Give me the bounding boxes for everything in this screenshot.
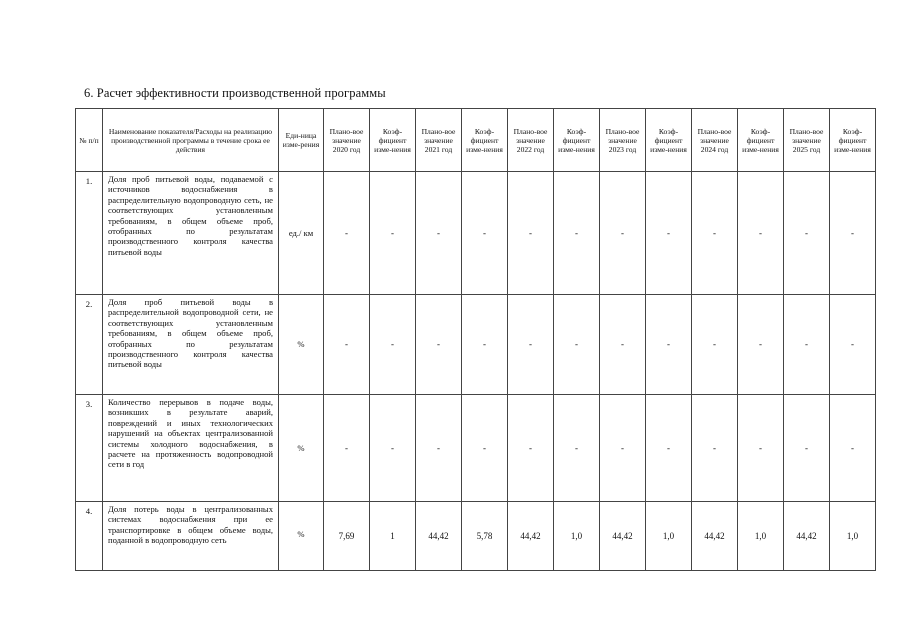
header-unit: Еди-ница изме-рения [279, 109, 324, 172]
value-cell: - [508, 172, 554, 295]
header-plan-2021: Плано-вое значение 2021 год [416, 109, 462, 172]
value-cell: - [416, 172, 462, 295]
table-row [76, 395, 876, 502]
value-cell: - [692, 295, 738, 395]
header-num: № п/п [76, 109, 103, 172]
value-cell: 44,42 [692, 502, 738, 571]
value-cell: 1,0 [646, 502, 692, 571]
value-cell: - [370, 172, 416, 295]
value-cell: - [738, 395, 784, 502]
value-cell: 44,42 [508, 502, 554, 571]
table-row [76, 502, 876, 571]
section-title: 6. Расчет эффективности производственной программы [84, 86, 386, 100]
value-cell: 44,42 [416, 502, 462, 571]
unit-cell: % [279, 295, 324, 395]
value-cell: - [508, 295, 554, 395]
header-plan-2024: Плано-вое значение 2024 год [692, 109, 738, 172]
value-cell: - [324, 395, 370, 502]
efficiency-table [75, 108, 876, 571]
row-number: 4. [76, 502, 103, 571]
row-number: 2. [76, 295, 103, 395]
value-cell: - [416, 295, 462, 395]
indicator-name: Доля проб питьевой воды, подаваемой с источников водоснабжения в распределительную водопроводную сеть, не соответствующих установленным требованиям, в общем объеме проб, отобранных по результатам производственного контроля качества питьевой воды [103, 172, 279, 295]
value-cell: - [784, 172, 830, 295]
value-cell: 1,0 [554, 502, 600, 571]
value-cell: - [830, 295, 876, 395]
value-cell: - [646, 172, 692, 295]
value-cell: - [646, 395, 692, 502]
unit-cell: ед./ км [279, 172, 324, 295]
header-coef: Коэф-фициент изме-нения [646, 109, 692, 172]
value-cell: 44,42 [784, 502, 830, 571]
header-coef: Коэф-фициент изме-нения [830, 109, 876, 172]
value-cell: - [600, 172, 646, 295]
value-cell: - [554, 172, 600, 295]
unit-cell: % [279, 395, 324, 502]
header-plan-2023: Плано-вое значение 2023 год [600, 109, 646, 172]
value-cell: - [462, 395, 508, 502]
header-coef: Коэф-фициент изме-нения [370, 109, 416, 172]
indicator-name: Доля потерь воды в централизованных системах водоснабжения при ее транспортировке в общем объеме воды, поданной в водопроводную сеть [103, 502, 279, 571]
value-cell: - [830, 395, 876, 502]
value-cell: - [692, 395, 738, 502]
value-cell: 5,78 [462, 502, 508, 571]
header-coef: Коэф-фициент изме-нения [462, 109, 508, 172]
value-cell: - [462, 295, 508, 395]
value-cell: - [692, 172, 738, 295]
header-name: Наименование показателя/Расходы на реализацию производственной программы в течение срока ее действия [103, 109, 279, 172]
value-cell: - [738, 172, 784, 295]
value-cell: 1 [370, 502, 416, 571]
value-cell: - [784, 395, 830, 502]
value-cell: - [600, 295, 646, 395]
value-cell: - [508, 395, 554, 502]
table-header-row [76, 109, 876, 172]
value-cell: 7,69 [324, 502, 370, 571]
table-row [76, 295, 876, 395]
value-cell: 1,0 [738, 502, 784, 571]
header-coef: Коэф-фициент изме-нения [554, 109, 600, 172]
value-cell: - [554, 295, 600, 395]
header-plan-2020: Плано-вое значение 2020 год [324, 109, 370, 172]
row-number: 3. [76, 395, 103, 502]
row-number: 1. [76, 172, 103, 295]
value-cell: 1,0 [830, 502, 876, 571]
header-coef: Коэф-фициент изме-нения [738, 109, 784, 172]
value-cell: - [370, 295, 416, 395]
value-cell: - [784, 295, 830, 395]
value-cell: 44,42 [600, 502, 646, 571]
value-cell: - [416, 395, 462, 502]
value-cell: - [324, 295, 370, 395]
unit-cell: % [279, 502, 324, 571]
header-plan-2022: Плано-вое значение 2022 год [508, 109, 554, 172]
header-plan-2025: Плано-вое значение 2025 год [784, 109, 830, 172]
value-cell: - [554, 395, 600, 502]
indicator-name: Количество перерывов в подаче воды, возникших в результате аварий, повреждений и иных технологических нарушений на объектах централизованной системы холодного водоснабжения, в расчете на протяженность водопроводной сети в год [103, 395, 279, 502]
value-cell: - [738, 295, 784, 395]
value-cell: - [370, 395, 416, 502]
value-cell: - [646, 295, 692, 395]
value-cell: - [830, 172, 876, 295]
indicator-name: Доля проб питьевой воды в распределительной водопроводной сети, не соответствующих установленным требованиям, в общем объеме проб, отобранных по результатам производственного контроля качества питьевой воды [103, 295, 279, 395]
value-cell: - [600, 395, 646, 502]
table-row [76, 172, 876, 295]
value-cell: - [324, 172, 370, 295]
value-cell: - [462, 172, 508, 295]
